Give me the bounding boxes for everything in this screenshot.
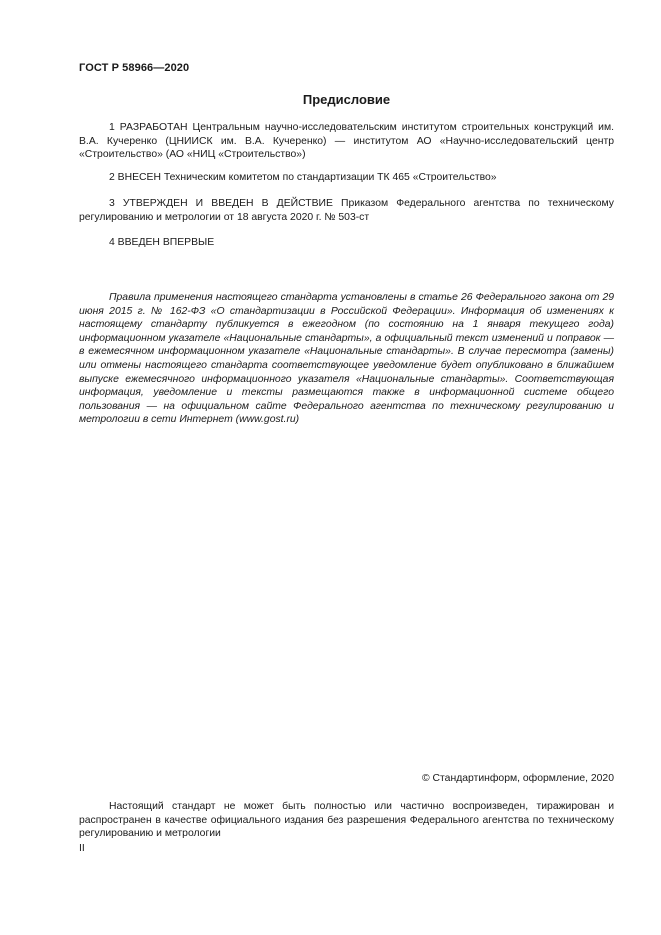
preface-item-4: 4 ВВЕДЕН ВПЕРВЫЕ xyxy=(109,237,215,248)
page-number: II xyxy=(79,843,85,854)
reproduction-notice: Настоящий стандарт не может быть полностью или частично воспроизведен, тиражирован и распространен в качестве официального издания без разрешения Федерального агентства по техническому регулированию и метрологии xyxy=(79,801,614,840)
preface-item-1: 1 РАЗРАБОТАН Центральным научно-исследовательским институтом строительных конструкций им. В.А. Кучеренко (ЦНИИСК им. В.А. Кучеренко) — институтом АО «Научно-исследовательский центр «Строительство» (АО «НИЦ «Строительство») xyxy=(79,122,614,161)
copyright-line: © Стандартинформ, оформление, 2020 xyxy=(421,773,614,784)
usage-notice: Правила применения настоящего стандарта установлены в статье 26 Федерального закона от 29 июня 2015 г. № 162-ФЗ «О стандартизации в Российской Федерации». Информация об изменениях к настоящему стандарту публикуется в ежегодном (по состоянию на 1 января текущего года) информационном указателе «Национальные стандарты», а официальный текст изменений и поправок — в ежемесячном информационном указателе «Национальные стандарты». В случае пересмотра (замены) или отмены настоящего стандарта соответствующее уведомление будет опубликовано в ближайшем выпуске ежемесячного информационного указателя «Национальные стандарты». Соответствующая информация, уведомление и тексты размещаются также в информационной системе общего пользования — на официальном сайте Федерального агентства по техническому регулированию и метрологии в сети Интернет (www.gost.ru) xyxy=(79,292,614,426)
page-title: Предисловие xyxy=(302,92,391,107)
preface-item-3: 3 УТВЕРЖДЕН И ВВЕДЕН В ДЕЙСТВИЕ Приказом Федерального агентства по техническому регулированию и метрологии от 18 августа 2020 г. № 503-ст xyxy=(79,198,614,223)
standard-id: ГОСТ Р 58966—2020 xyxy=(79,62,190,74)
preface-item-2: 2 ВНЕСЕН Техническим комитетом по стандартизации ТК 465 «Строительство» xyxy=(109,172,497,183)
